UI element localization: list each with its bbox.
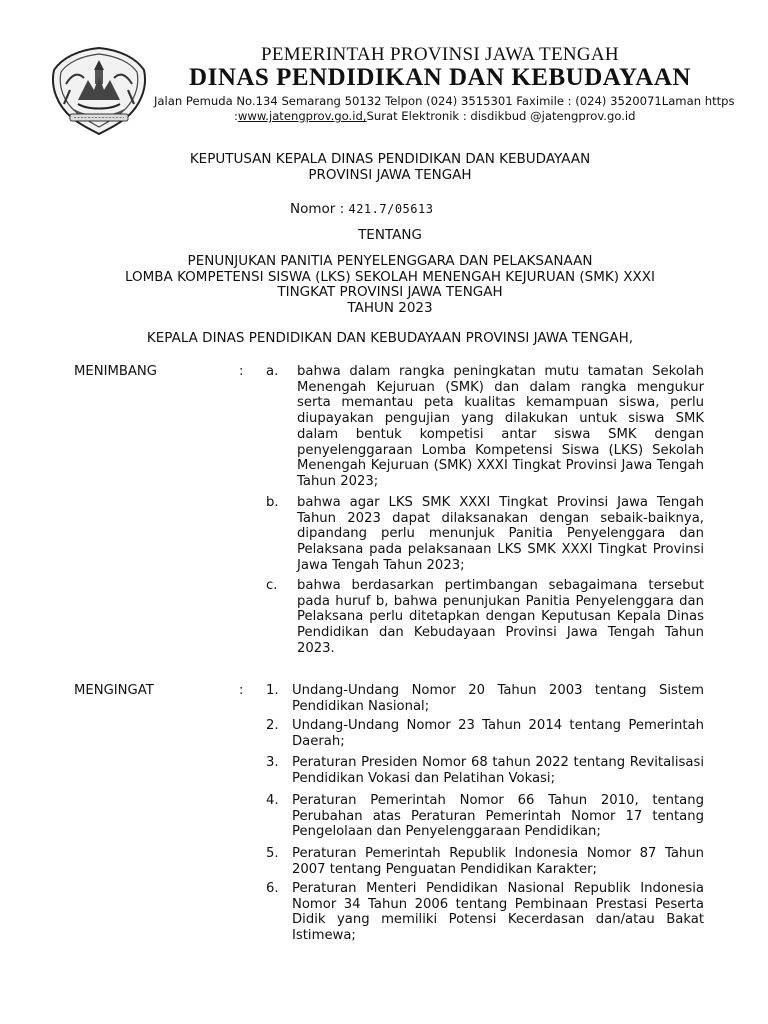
subject-line: PENUNJUKAN PANITIA PENYELENGGARA DAN PELAKSANAAN (187, 253, 593, 269)
decree-subject (60, 254, 720, 316)
decree-number (290, 201, 433, 217)
mengingat-colon: : (239, 683, 244, 698)
website-link[interactable]: www.jatengprov.go.id, (237, 109, 367, 123)
address-prefix: : (234, 109, 238, 123)
mengingat-label: MENGINGAT (74, 683, 154, 698)
mengingat-item-3 (260, 755, 704, 786)
item-marker: a. (266, 364, 279, 379)
item-text: bahwa berdasarkan pertimbangan sebagaimana tersebut pada huruf b, bahwa penunjukan Panitia Penyelenggara dan Pelaksana perlu ditetapkan dengan Keputusan Kepala Dinas Pendidikan dan Kebudayaan Provinsi Jawa Tengah Tahun 2023. (297, 578, 704, 656)
nomor-label: Nomor : (290, 201, 345, 217)
mengingat-item-5 (260, 846, 704, 877)
mengingat-item-1 (260, 683, 704, 714)
menimbang-item-c (260, 578, 704, 657)
mengingat-item-2 (260, 718, 704, 749)
item-marker: 3. (266, 755, 279, 770)
menimbang-label: MENIMBANG (74, 364, 157, 379)
item-marker: 4. (266, 793, 279, 808)
address-line-2 (154, 109, 714, 124)
issuer-heading: KEPALA DINAS PENDIDIKAN DAN KEBUDAYAAN PROVINSI JAWA TENGAH, (146, 330, 634, 346)
letterhead-address (154, 94, 735, 124)
item-marker: 5. (266, 846, 279, 861)
item-marker: b. (266, 495, 279, 510)
jawa-tengah-emblem-icon (48, 44, 150, 136)
tentang-heading: TENTANG (358, 227, 422, 243)
menimbang-item-a (260, 364, 704, 490)
item-text: Undang-Undang Nomor 20 Tahun 2003 tentang Sistem Pendidikan Nasional; (292, 683, 704, 714)
item-text: Peraturan Menteri Pendidikan Nasional Republik Indonesia Nomor 34 Tahun 2006 tentang Pembinaan Prestasi Peserta Didik yang memiliki Potensi Kecerdasan dan/atau Bakat Istimewa; (292, 881, 704, 944)
item-marker: 6. (266, 881, 279, 896)
decree-title-line-2: PROVINSI JAWA TENGAH (308, 166, 472, 183)
item-text: Peraturan Pemerintah Nomor 66 Tahun 2010, tentang Perubahan atas Peraturan Pemerintah Nomor 17 tentang Pengelolaan dan Penyelenggaraan Pendidikan; (292, 793, 704, 840)
item-text: Undang-Undang Nomor 23 Tahun 2014 tentang Pemerintah Daerah; (292, 718, 704, 749)
menimbang-colon: : (239, 364, 244, 379)
item-marker: 2. (266, 718, 279, 733)
nomor-value: 421.7/05613 (348, 202, 434, 216)
letterhead-agency-name: DINAS PENDIDIKAN DAN KEBUDAYAAN (189, 64, 691, 91)
item-marker: 1. (266, 683, 279, 698)
letterhead-government-name: PEMERINTAH PROVINSI JAWA TENGAH (261, 44, 619, 65)
decree-title-line-1: KEPUTUSAN KEPALA DINAS PENDIDIKAN DAN KEBUDAYAAN (189, 151, 591, 167)
subject-line: TAHUN 2023 (347, 299, 433, 316)
item-marker: c. (266, 578, 278, 593)
item-text: bahwa dalam rangka peningkatan mutu tamatan Sekolah Menengah Kejuruan (SMK) dan dalam rangka mengukur serta memantau peta kualitas kemampuan siswa, perlu diupayakan pengujian yang dilakukan untuk siswa SMK dalam bentuk kompetisi antar siswa SMK dengan penyelenggaraan Lomba Kompetensi Siswa (LKS) Sekolah Menengah Kejuruan (SMK) XXXI Tingkat Provinsi Jawa Tengah Tahun 2023; (297, 364, 704, 489)
subject-line: LOMBA KOMPETENSI SISWA (LKS) SEKOLAH MENENGAH KEJURUAN (SMK) XXXI (124, 268, 656, 285)
mengingat-item-4 (260, 793, 704, 840)
address-line-1: Jalan Pemuda No.134 Semarang 50132 Telpon (024) 3515301 Faximile : (024) 3520071Laman https (154, 94, 735, 108)
item-text: Peraturan Pemerintah Republik Indonesia Nomor 87 Tahun 2007 tentang Penguatan Pendidikan Karakter; (292, 846, 704, 877)
item-text: bahwa agar LKS SMK XXXI Tingkat Provinsi Jawa Tengah Tahun 2023 dapat dilaksanakan dengan sebaik-baiknya, dipandang perlu menunjuk Panitia Penyelenggara dan Pelaksana pada pelaksanaan LKS SMK XXXI Tingkat Provinsi Jawa Tengah Tahun 2023; (297, 495, 704, 573)
menimbang-item-b (260, 495, 704, 574)
subject-line: TINGKAT PROVINSI JAWA TENGAH (277, 284, 503, 300)
decree-title (60, 152, 720, 183)
item-text: Peraturan Presiden Nomor 68 tahun 2022 tentang Revitalisasi Pendidikan Vokasi dan Pelatihan Vokasi; (292, 755, 704, 786)
email-text: Surat Elektronik : disdikbud @jatengprov.go.id (366, 109, 636, 123)
mengingat-item-6 (260, 881, 704, 944)
